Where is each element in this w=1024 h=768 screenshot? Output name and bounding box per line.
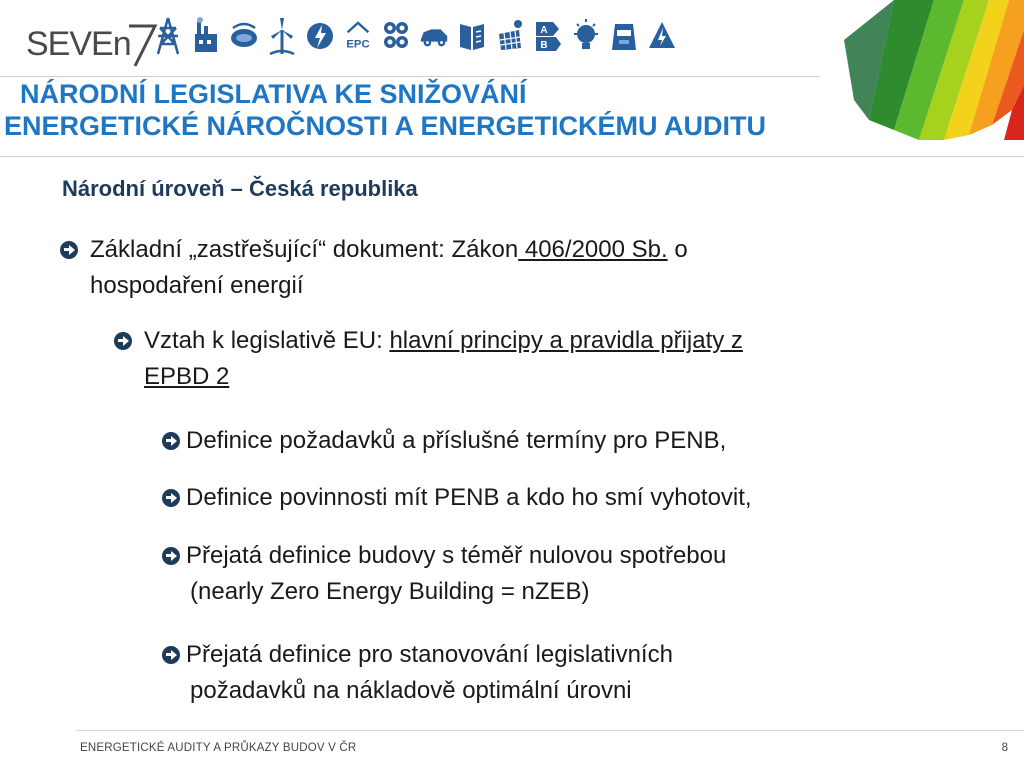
arrow-bullet-icon (162, 489, 180, 507)
slide-subtitle: Národní úroveň – Česká republika (62, 176, 418, 201)
bullet-text: Základní „zastřešující“ dokument: Zákon 406/2000 Sb. o hospodaření energií (90, 236, 688, 299)
bullet-level-3 (162, 480, 992, 516)
epc-icon (342, 14, 374, 58)
bullet-level-3 (162, 637, 962, 709)
warning-icon (646, 14, 678, 58)
epbd-2-link[interactable]: EPBD 2 (144, 363, 230, 390)
color-fan-decoration (824, 0, 1024, 140)
svg-text:EPC: EPC (346, 38, 370, 51)
svg-text:A: A (540, 25, 548, 36)
energy-label-icon (532, 14, 564, 58)
bullet-level-2 (114, 323, 934, 395)
logo-text: SEVEn (26, 25, 131, 63)
arrow-bullet-icon (60, 241, 78, 259)
bullet-level-3 (162, 423, 962, 459)
footer-divider (76, 730, 1024, 731)
header-divider (0, 76, 820, 77)
bullet-level-3 (162, 538, 962, 610)
arrow-bullet-icon (162, 646, 180, 664)
power-pylon-icon (152, 14, 184, 58)
arrow-bullet-icon (162, 547, 180, 565)
appliance-icon (380, 14, 412, 58)
bullet-text: Přejatá definice pro stanovování legislativních požadavků na nákladově optimální úrovni (186, 641, 673, 704)
book-icon (456, 14, 488, 58)
footer-text: ENERGETICKÉ AUDITY A PRŮKAZY BUDOV V ČR (80, 742, 357, 754)
header-icon-row (152, 14, 678, 58)
slide-title (4, 78, 767, 142)
car-icon (418, 14, 450, 58)
meter-icon (608, 14, 640, 58)
bullet-text: Definice povinnosti mít PENB a kdo ho smí vyhotovit, (186, 484, 752, 511)
bullet-text: Přejatá definice budovy s téměř nulovou spotřebou (nearly Zero Energy Building = nZEB) (186, 542, 727, 605)
factory-icon (190, 14, 222, 58)
bullet-level-1 (60, 232, 960, 304)
bullet-text: Vztah k legislativě EU: hlavní principy a pravidla přijaty z EPBD 2 (144, 327, 743, 390)
light-bulb-icon (570, 14, 602, 58)
seven-logo (26, 14, 159, 64)
title-divider (0, 156, 1024, 157)
arrow-bullet-icon (162, 432, 180, 450)
title-line-1: NÁRODNÍ LEGISLATIVA KE SNIŽOVÁNÍ (20, 79, 527, 109)
hot-water-icon (228, 14, 260, 58)
svg-text:B: B (540, 40, 548, 51)
arrow-bullet-icon (114, 332, 132, 350)
title-line-2: ENERGETICKÉ NÁROČNOSTI A ENERGETICKÉMU AUDITU (4, 111, 767, 141)
page-number: 8 (1001, 742, 1008, 754)
wind-turbine-icon (266, 14, 298, 58)
epbd-principles-link[interactable]: hlavní principy a pravidla přijaty z (389, 327, 743, 354)
law-reference-link[interactable]: 406/2000 Sb. (518, 236, 668, 263)
bullet-text: Definice požadavků a příslušné termíny pro PENB, (186, 427, 727, 454)
lightning-icon (304, 14, 336, 58)
solar-panel-icon (494, 14, 526, 58)
